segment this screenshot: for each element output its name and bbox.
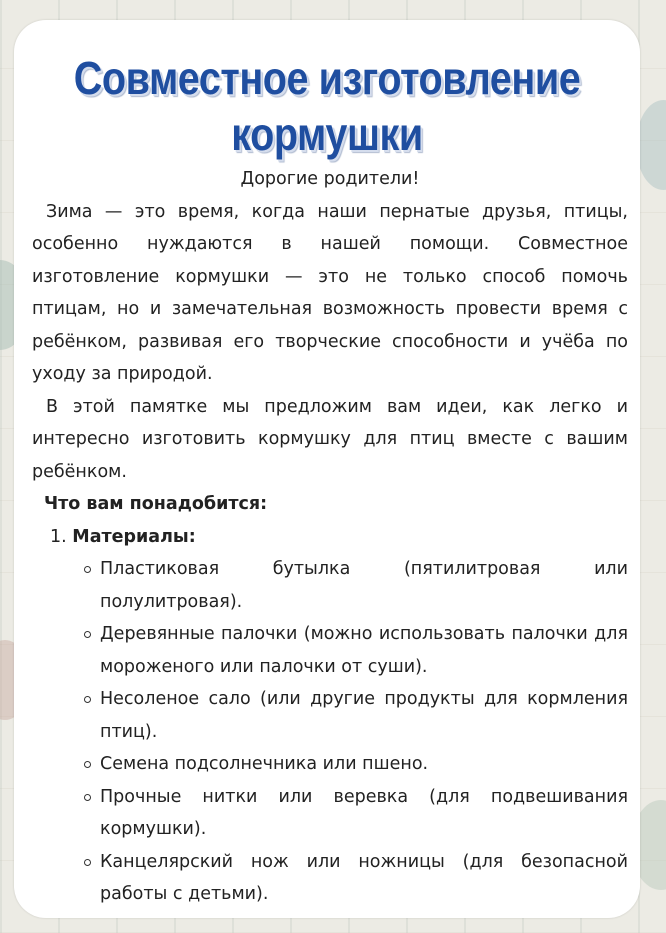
list-item: Несоленое сало (или другие продукты для кормления птиц). xyxy=(82,683,628,748)
list-item: Семена подсолнечника или пшено. xyxy=(82,748,628,781)
page-title xyxy=(58,50,596,162)
document-body xyxy=(32,163,628,911)
list-item: Пластиковая бутылка (пятилитровая или полулитровая). xyxy=(82,553,628,618)
list-item: Деревянные палочки (можно использовать палочки для мороженого или палочки от суши). xyxy=(82,618,628,683)
materials-list xyxy=(32,553,628,911)
section-number: 1. xyxy=(50,526,67,547)
title-line-1: Совместное изготовление xyxy=(73,52,581,104)
title-line-2: кормушки xyxy=(231,108,423,160)
section-heading xyxy=(50,521,628,554)
needs-heading: Что вам понадобится: xyxy=(44,494,268,514)
paragraph-idea: В этой памятке мы предложим вам идеи, как легко и интересно изготовить кормушку для птиц вместе с вашим ребёнком. xyxy=(32,396,628,482)
section-title: Материалы: xyxy=(72,526,196,547)
list-item: Прочные нитки или веревка (для подвешивания кормушки). xyxy=(82,781,628,846)
paragraph-intro: Зима — это время, когда наши пернатые друзья, птицы, особенно нуждаются в нашей помощи. Совместное изготовление кормушки — это не только способ помочь птицам, но и замечательная возможность провести время с ребёнком, развивая его творческие способности и учёба по уходу за природой. xyxy=(32,201,628,384)
list-item: Канцелярский нож или ножницы (для безопасной работы с детьми). xyxy=(82,846,628,911)
greeting: Дорогие родители! xyxy=(240,169,420,189)
